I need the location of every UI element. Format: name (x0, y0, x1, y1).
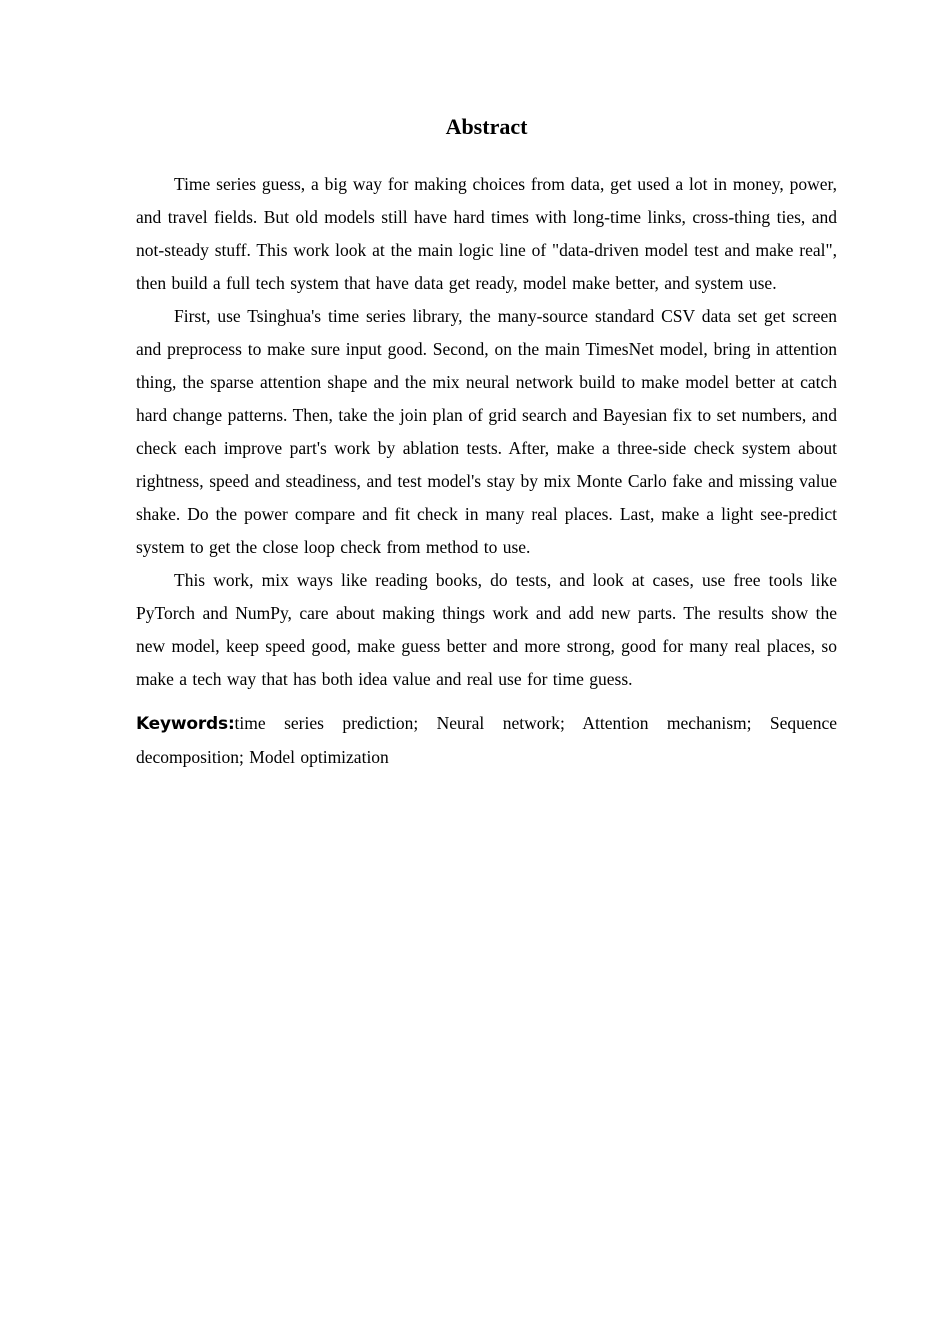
abstract-paragraph-2: First, use Tsinghua's time series library, the many-source standard CSV data set get screen and preprocess to make sure input good. Second, on the main TimesNet model, bring in attention thing, the sparse attention shape and the mix neural network build to make model better at catch hard change patterns. Then, take the join plan of grid search and Bayesian fix to set numbers, and check each improve part's work by ablation tests. After, make a three-side check system about rightness, speed and steadiness, and test model's stay by mix Monte Carlo fake and missing value shake. Do the power compare and fit check in many real places. Last, make a light see-predict system to get the close loop check from method to use. (136, 306, 837, 557)
abstract-paragraph-1: Time series guess, a big way for making choices from data, get used a lot in money, power, and travel fields. But old models still have hard times with long-time links, cross-thing ties, and not-steady stuff. This work look at the main logic line of "data-driven model test and make real", then build a full tech system that have data get ready, model make better, and system use. (136, 174, 837, 293)
abstract-title: Abstract (445, 114, 528, 139)
keywords-line (136, 707, 837, 774)
keywords-text: time series prediction; Neural network; Attention mechanism; Sequence decomposition; Model optimization (136, 713, 837, 767)
abstract-paragraph-3: This work, mix ways like reading books, do tests, and look at cases, use free tools like PyTorch and NumPy, care about making things work and add new parts. The results show the new model, keep speed good, make guess better and more strong, good for many real places, so make a tech way that has both idea value and real use for time guess. (136, 570, 837, 689)
keywords-label: Keywords: (136, 714, 235, 734)
abstract-body (136, 168, 837, 774)
